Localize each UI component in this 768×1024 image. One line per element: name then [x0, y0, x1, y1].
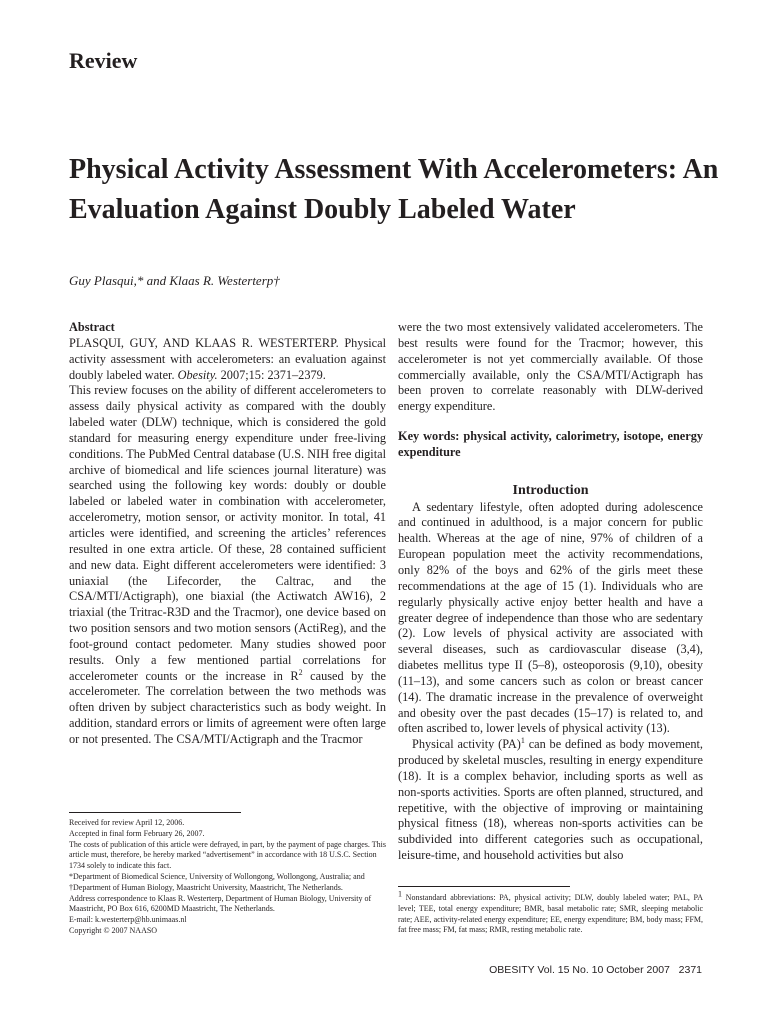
footnotes-left	[69, 818, 386, 937]
keywords: Key words: physical activity, calorimetry, isotope, energy expenditure	[398, 429, 703, 459]
received-date: Received for review April 12, 2006.	[69, 818, 185, 827]
correspondence: Address correspondence to Klaas R. Westerterp, Department of Human Biology, University of Maastricht, PO Box 616, 6200MD Maastricht, The Netherlands.	[69, 893, 372, 914]
abstract-heading: Abstract	[69, 320, 115, 334]
publication-costs: The costs of publication of this article were defrayed, in part, by the payment of page charges. This article must, therefore, be hereby marked “advertisement” in accordance with 18 U.S.C. Section 1734 solely to indicate this fact.	[69, 839, 386, 871]
abbreviations-footnote	[398, 889, 703, 936]
abstract-body-part2: caused by the accelerometer. The correlation between the two methods was often driven by subject characteristics such as body weight. In addition, standard errors or limits of agreement were often large or not presented. The CSA/MTI/Actigraph and the Tracmor	[69, 668, 387, 746]
citation-title: Physical activity assessment with accelerometers: an evaluation against doubly labeled water.	[69, 335, 386, 382]
page-footer: OBESITY Vol. 15 No. 10 October 2007 2371	[489, 964, 702, 976]
para2-start: Physical activity (PA)	[412, 737, 521, 752]
footnote-right	[398, 889, 703, 936]
citation-details: 2007;15: 2371–2379.	[220, 367, 326, 382]
abstract-continuation: were the two most extensively validated accelerometers. The best results were found for the Tracmor; however, this accelerometer is not yet commercially available. Of those commercially available, only the CSA/MTI/Actigraph has been proven to correlate reasonably with DLW-derived energy expenditure.	[398, 320, 703, 414]
author-list: Guy Plasqui,* and Klaas R. Westerterp†	[69, 273, 280, 288]
abstract-citation	[69, 336, 386, 384]
abstract-body-part1: This review focuses on the ability of different accelerometers to assess daily physical activity as compared with the doubly labeled water (DLW) technique, which is considered the gold standard for measuring energy expenditure under free-living conditions. The PubMed Central database (U.S. NIH free digital archive of biomedical and life sciences journal literature) was searched using the following key words: doubly or double labeled or labeled water in combination with accelerometer, accelerometry, motion sensor, or activity monitor. In total, 41 articles were identified, and screening the articles’ references resulted in one extra article. Of these, 28 contained sufficient and new data. Eight different accelerometers were identified: 3 uniaxial (the Lifecorder, the Caltrac, and the CSA/MTI/Actigraph), one biaxial (the Actiwatch AW16), 2 triaxial (the Tritrac-R3D and the Tracmor), one device based on two position sensors and two motion sensors (ActiReg), and the foot-ground contact pedometer. Many studies showed poor results. Only a few mentioned partial correlations for accelerometer counts or the increase in R	[69, 383, 386, 683]
affiliations: *Department of Biomedical Science, University of Wollongong, Wollongong, Australia; and †Department of Human Biology, Maastricht University, Maastricht, The Netherlands.	[69, 871, 365, 892]
citation-authors: PLASQUI, GUY, AND KLAAS R. WESTERTERP.	[69, 335, 339, 350]
introduction-paragraph-1: A sedentary lifestyle, often adopted during adolescence and continued in adulthood, is a major concern for public health. Whereas at the age of nine, 97% of children of a European population meet the activity recommendations, only 82% of the boys and 62% of the girls meet these recommendations at the age of 15 (1). Individuals who are regularly physically active enjoy better health and have a greater degree of independence than those who are sedentary (2). Low levels of physical activity are associated with several diseases, such as cardiovascular disease (3,4), diabetes mellitus type II (5–8), osteoporosis (9,10), obesity (11–13), and some cancers such as colon or breast cancer (14). The dramatic increase in the prevalence of overweight and obesity over the past decades (15–17) is related to, and often ascribed to, lower levels of physical activity (13).	[398, 499, 703, 736]
section-label: Review	[69, 48, 138, 73]
para2-rest: can be defined as body movement, produced by skeletal muscles, resulting in energy expenditure (18). It is a complex behavior, including sports as well as non-sports activities. Sports are often planned, structured, and repetitive, with the objective of improving or maintaining physical fitness (18), whereas non-sports activities can be subdivided into different categories such as occupational, leisure-time, and household activities but also	[398, 737, 703, 863]
citation-journal: Obesity.	[177, 367, 218, 382]
footnote-number: 1	[398, 889, 402, 899]
right-column	[398, 320, 703, 864]
article-title: Physical Activity Assessment With Accelerometers: An Evaluation Against Doubly Labeled Water	[69, 154, 719, 225]
abbreviations-text: Nonstandard abbreviations: PA, physical activity; DLW, doubly labeled water; PAL, PA level; TEE, total energy expenditure; BMR, basal metabolic rate; SMR, sleeping metabolic rate; AEE, activity-related energy expenditure; EE, energy expenditure; BM, body mass; FFM, fat free mass; FM, fat mass; RMR, resting metabolic rate.	[398, 893, 703, 935]
left-column	[69, 320, 386, 748]
email: E-mail: k.westerterp@hb.unimaas.nl	[69, 915, 187, 925]
footnote-divider-right	[398, 886, 570, 887]
copyright: Copyright © 2007 NAASO	[69, 925, 158, 935]
superscript: 2	[298, 667, 303, 677]
footnote-marker: 1	[520, 736, 525, 746]
introduction-heading: Introduction	[512, 482, 589, 498]
accepted-date: Accepted in final form February 26, 2007.	[69, 828, 205, 838]
footnote-divider-left	[69, 812, 241, 813]
introduction-paragraph-2	[398, 737, 703, 864]
abstract-body	[69, 383, 386, 747]
